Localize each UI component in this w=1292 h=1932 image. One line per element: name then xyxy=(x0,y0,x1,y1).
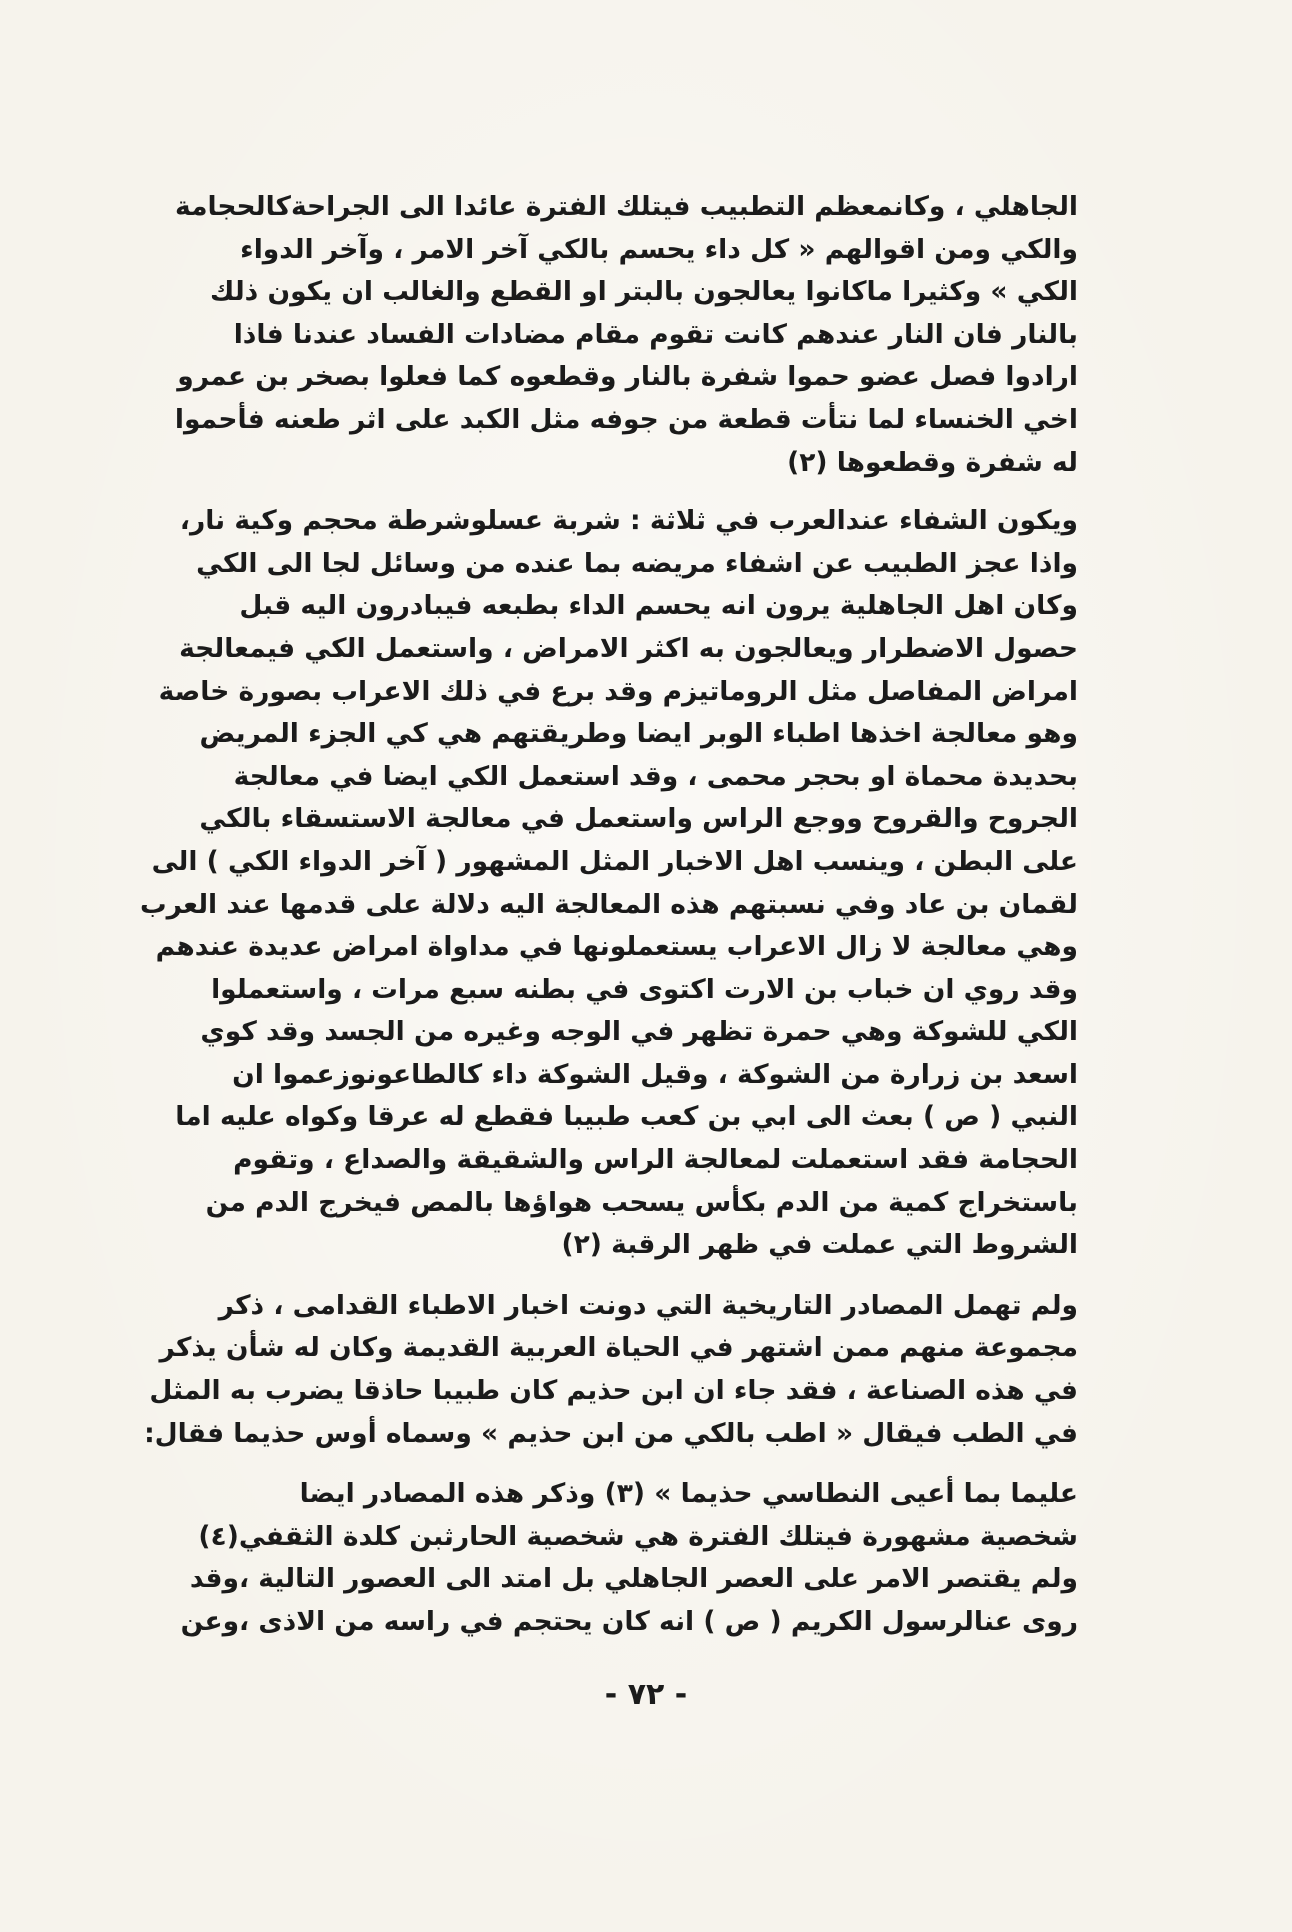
text-line: عليما بما أعيى النطاسي حذيما » (٣) وذكر هذه المصادر ايضا xyxy=(299,1478,1078,1510)
text-line: ولم يقتصر الامر على العصر الجاهلي بل امتد الى العصور التالية ،وقد xyxy=(189,1563,1078,1595)
text-line: وهي معالجة لا زال الاعراب يستعملونها في مداواة امراض عديدة عندهم xyxy=(155,931,1078,963)
text-line: امراض المفاصل مثل الروماتيزم وقد برع في ذلك الاعراب بصورة خاصة xyxy=(158,675,1078,707)
text-line: الجروح والقروح ووجع الراس واستعمل في معالجة الاستسقاء بالكي xyxy=(199,803,1078,835)
text-line: شخصية مشهورة فيتلك الفترة هي شخصية الحارثبن كلدة الثقفي(٤) xyxy=(198,1520,1078,1552)
text-line: بالنار فان النار عندهم كانت تقوم مقام مضادات الفساد عندنا فاذا xyxy=(233,318,1078,350)
text-line: الكي » وكثيرا ماكانوا يعالجون بالبتر او القطع والغالب ان يكون ذلك xyxy=(210,276,1078,308)
text-line: اسعد بن زرارة من الشوكة ، وقيل الشوكة داء كالطاعونوزعموا ان xyxy=(232,1058,1078,1090)
text-line: ويكون الشفاء عندالعرب في ثلاثة : شربة عسلوشرطة محجم وكية نار، xyxy=(179,505,1078,537)
paragraph-3 xyxy=(144,1285,1078,1455)
text-line: الكي للشوكة وهي حمرة تظهر في الوجه وغيره من الجسد وقد كوي xyxy=(200,1016,1078,1048)
text-line: روى عنالرسول الكريم ( ص ) انه كان يحتجم في راسه من الاذى ،وعن xyxy=(180,1606,1078,1637)
text-line: ولم تهمل المصادر التاريخية التي دونت اخبار الاطباء القدامى ، ذكر xyxy=(218,1289,1078,1321)
paragraph-4 xyxy=(180,1473,1078,1643)
text-line: في الطب فيقال « اطب بالكي من ابن حذيم » وسماه أوس حذيما فقال: xyxy=(144,1417,1078,1449)
text-line: بحديدة محماة او بحجر محمى ، وقد استعمل الكي ايضا في معالجة xyxy=(233,760,1078,792)
text-line: النبي ( ص ) بعث الى ابي بن كعب طبيبا فقطع له عرقا وكواه عليه اما xyxy=(175,1101,1078,1133)
text-line: في هذه الصناعة ، فقد جاء ان ابن حذيم كان طبيبا حاذقا يضرب به المثل xyxy=(149,1375,1078,1407)
text-line: ارادوا فصل عضو حموا شفرة بالنار وقطعوه كما فعلوا بصخر بن عمرو xyxy=(177,361,1078,393)
text-line: باستخراج كمية من الدم بكأس يسحب هواؤها بالمص فيخرج الدم من xyxy=(205,1186,1078,1218)
text-line: اخي الخنساء لما نتأت قطعة من جوفه مثل الكبد على اثر طعنه فأحموا xyxy=(174,403,1078,435)
page-number: - ٧٢ - xyxy=(604,1677,688,1712)
text-line: الحجامة فقد استعملت لمعالجة الراس والشقيقة والصداع ، وتقوم xyxy=(233,1144,1078,1176)
text-line: وكان اهل الجاهلية يرون انه يحسم الداء بطبعه فيبادرون اليه قبل xyxy=(239,590,1078,622)
text-line: مجموعة منهم ممن اشتهر في الحياة العربية القديمة وكان له شأن يذكر xyxy=(159,1332,1078,1364)
text-line: والكي ومن اقوالهم « كل داء يحسم بالكي آخر الامر ، وآخر الدواء xyxy=(240,233,1078,265)
text-line: على البطن ، وينسب اهل الاخبار المثل المشهور ( آخر الدواء الكي ) الى xyxy=(151,845,1078,877)
text-line: له شفرة وقطعوها (٢) xyxy=(787,446,1078,478)
page-body-text xyxy=(140,186,1078,1644)
text-line: حصول الاضطرار ويعالجون به اكثر الامراض ، واستعمل الكي فيمعالجة xyxy=(179,632,1078,664)
text-line: لقمان بن عاد وفي نسبتهم هذه المعالجة اليه دلالة على قدمها عند العرب xyxy=(140,888,1078,920)
text-line: وهو معالجة اخذها اطباء الوبر ايضا وطريقتهم هي كي الجزء المريض xyxy=(199,718,1078,750)
paragraph-2 xyxy=(140,500,1078,1267)
paragraph-1 xyxy=(174,186,1078,484)
text-line: واذا عجز الطبيب عن اشفاء مريضه بما عنده من وسائل لجا الى الكي xyxy=(196,547,1078,579)
text-line: الجاهلي ، وكانمعظم التطبيب فيتلك الفترة عائدا الى الجراحةكالحجامة xyxy=(175,191,1078,222)
text-line: الشروط التي عملت في ظهر الرقبة (٢) xyxy=(561,1229,1078,1261)
text-line: وقد روي ان خباب بن الارت اكتوى في بطنه سبع مرات ، واستعملوا xyxy=(211,973,1078,1005)
